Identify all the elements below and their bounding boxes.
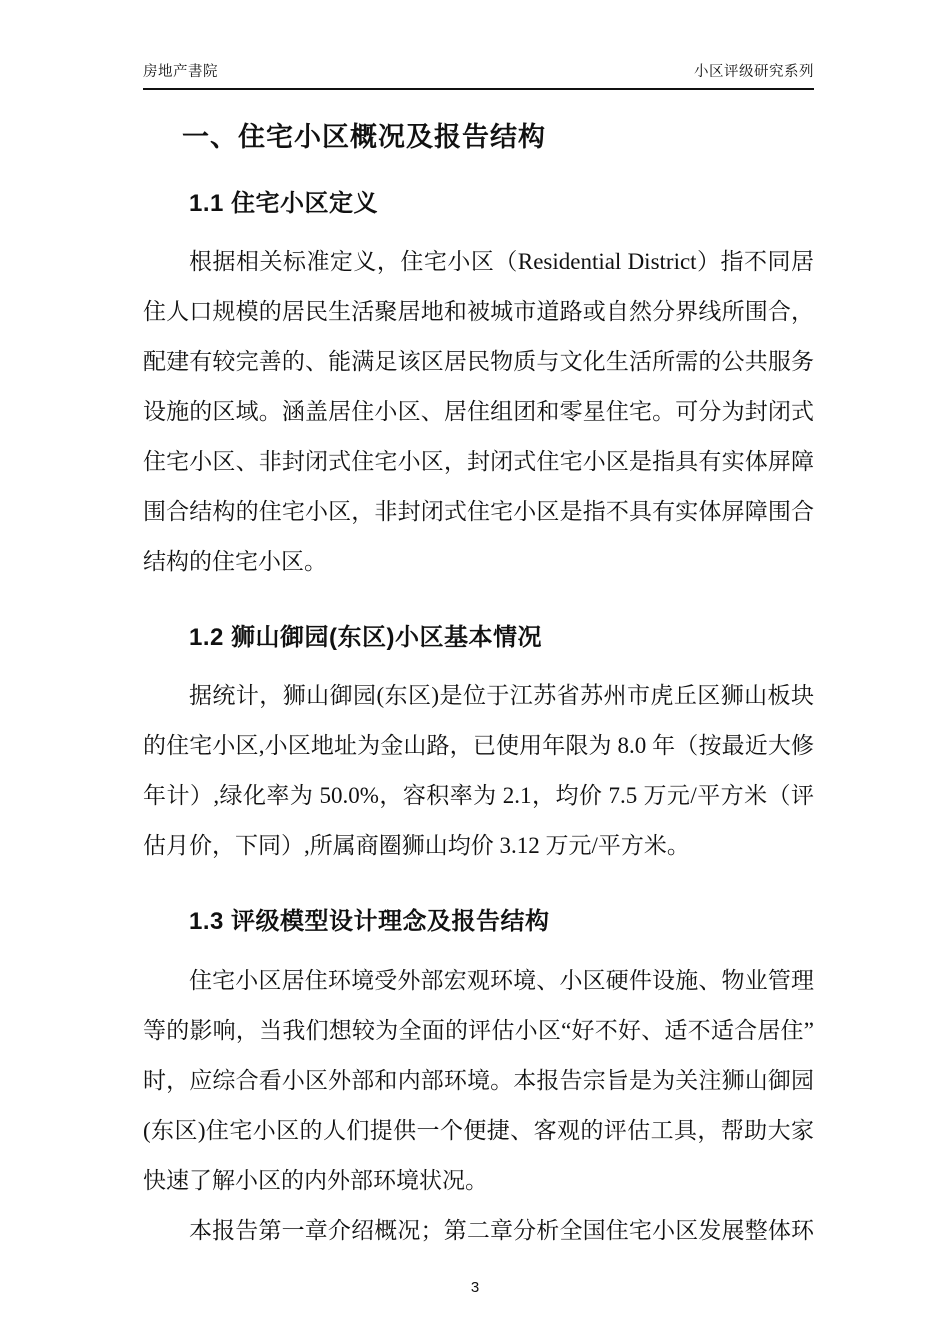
page-footer [0, 1279, 950, 1296]
header-rule [143, 60, 814, 90]
chapter-title: 一、住宅小区概况及报告结构 [182, 122, 546, 152]
paragraph-model-concept: 住宅小区居住环境受外部宏观环境、小区硬件设施、物业管理等的影响，当我们想较为全面的评估小区“好不好、适不适合居住”时，应综合看小区外部和内部环境。本报告宗旨是为关注狮山御园(东区)住宅小区的人们提供一个便捷、客观的评估工具，帮助大家快速了解小区的内外部环境状况。 [143, 967, 814, 1193]
header-right-text: 小区评级研究系列 [694, 64, 814, 80]
page-header [143, 0, 814, 90]
section-heading-1-1: 1.1 住宅小区定义 [189, 189, 379, 217]
section-heading-1-2: 1.2 狮山御园(东区)小区基本情况 [189, 624, 543, 652]
header-left-text: 房地产書院 [143, 64, 218, 80]
paragraph-report-structure: 本报告第一章介绍概况；第二章分析全国住宅小区发展整体环 [189, 1217, 814, 1243]
paragraph-definition: 根据相关标准定义，住宅小区（Residential District）指不同居住人口规模的居民生活聚居地和被城市道路或自然分界线所围合，配建有较完善的、能满足该区居民物质与文化生活所需的公共服务设施的区域。涵盖居住小区、居住组团和零星住宅。可分为封闭式住宅小区、非封闭式住宅小区，封闭式住宅小区是指具有实体屏障围合结构的住宅小区，非封闭式住宅小区是指不具有实体屏障围合结构的住宅小区。 [143, 249, 814, 575]
page-number: 3 [470, 1279, 480, 1296]
section-heading-1-3: 1.3 评级模型设计理念及报告结构 [189, 908, 550, 936]
page-content [143, 0, 814, 1256]
paragraph-basic-info: 据统计，狮山御园(东区)是位于江苏省苏州市虎丘区狮山板块的住宅小区,小区地址为金山路，已使用年限为 8.0 年（按最近大修年计）,绿化率为 50.0%，容积率为 2.1，均价 7.5 万元/平方米（评估月价，下同）,所属商圈狮山均价 3.12 万元/平方米。 [143, 683, 814, 859]
